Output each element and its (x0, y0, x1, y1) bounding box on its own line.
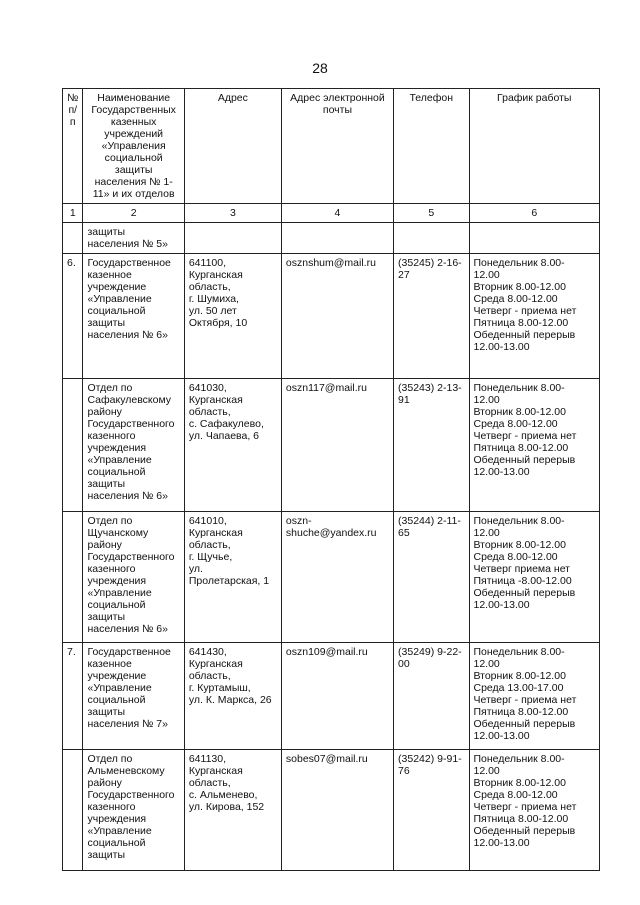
row-email: oszn117@mail.ru (281, 379, 393, 512)
column-index-row (63, 204, 600, 223)
row-schedule (469, 223, 600, 254)
row-schedule: Понедельник 8.00- 12.00 Вторник 8.00-12.00 Среда 8.00-12.00 Четверг приема нет Пятница -8.00-12.00 Обеденный перерыв 12.00-13.00 (469, 512, 600, 643)
column-index-cell: 4 (281, 204, 393, 223)
table-row (63, 379, 600, 512)
table-row (63, 750, 600, 871)
page-number: 28 (312, 60, 328, 76)
row-phone: (35242) 9-91- 76 (394, 750, 469, 871)
row-schedule: Понедельник 8.00- 12.00 Вторник 8.00-12.00 Среда 8.00-12.00 Четверг - приема нет Пятница 8.00-12.00 Обеденный перерыв 12.00-13.00 (469, 254, 600, 379)
row-num (63, 223, 83, 254)
row-phone (394, 223, 469, 254)
row-name: Отдел по Сафакулевскому району Государственного казенного учреждения «Управление социальной защиты населения № 6» (83, 379, 184, 512)
header-name: Наименование Государственных казенных учреждений «Управления социальной защиты населения № 1- 11» и их отделов (83, 89, 184, 204)
column-index-cell: 2 (83, 204, 184, 223)
row-email: sobes07@mail.ru (281, 750, 393, 871)
table-row (63, 254, 600, 379)
row-schedule: Понедельник 8.00- 12.00 Вторник 8.00-12.00 Среда 13.00-17.00 Четверг - приема нет Пятница 8.00-12.00 Обеденный перерыв 12.00-13.00 (469, 643, 600, 750)
row-schedule: Понедельник 8.00- 12.00 Вторник 8.00-12.00 Среда 8.00-12.00 Четверг - приема нет Пятница 8.00-12.00 Обеденный перерыв 12.00-13.00 (469, 750, 600, 871)
row-address: 641100, Курганская область, г. Шумиха, ул. 50 лет Октября, 10 (184, 254, 281, 379)
row-name: Отдел по Альменевскому району Государственного казенного учреждения «Управление социальной защиты (83, 750, 184, 871)
row-address (184, 223, 281, 254)
column-index-cell: 6 (469, 204, 600, 223)
row-address: 641130, Курганская область, с. Альменево, ул. Кирова, 152 (184, 750, 281, 871)
column-index-cell: 3 (184, 204, 281, 223)
row-num (63, 512, 83, 643)
row-phone: (35245) 2-16- 27 (394, 254, 469, 379)
table-row (63, 223, 600, 254)
row-phone: (35249) 9-22- 00 (394, 643, 469, 750)
table-row (63, 643, 600, 750)
column-index-cell: 5 (394, 204, 469, 223)
header-schedule: График работы (469, 89, 600, 204)
row-num (63, 379, 83, 512)
row-email: oszn- shuche@yandex.ru (281, 512, 393, 643)
table-row (63, 512, 600, 643)
row-email: osznshum@mail.ru (281, 254, 393, 379)
row-name: Отдел по Щучанскому району Государственного казенного учреждения «Управление социальной защиты населения № 6» (83, 512, 184, 643)
row-schedule: Понедельник 8.00- 12.00 Вторник 8.00-12.00 Среда 8.00-12.00 Четверг - приема нет Пятница 8.00-12.00 Обеденный перерыв 12.00-13.00 (469, 379, 600, 512)
row-num: 6. (63, 254, 83, 379)
row-phone: (35244) 2-11- 65 (394, 512, 469, 643)
header-num: № п/п (63, 89, 83, 204)
header-email: Адрес электронной почты (281, 89, 393, 204)
row-email: oszn109@mail.ru (281, 643, 393, 750)
row-address: 641430, Курганская область, г. Куртамыш, ул. К. Маркса, 26 (184, 643, 281, 750)
institutions-table (62, 88, 600, 871)
table-header-row (63, 89, 600, 204)
row-num: 7. (63, 643, 83, 750)
row-name: защиты населения № 5» (83, 223, 184, 254)
row-num (63, 750, 83, 871)
row-phone: (35243) 2-13- 91 (394, 379, 469, 512)
row-address: 641030, Курганская область, с. Сафакулево, ул. Чапаева, 6 (184, 379, 281, 512)
column-index-cell: 1 (63, 204, 83, 223)
row-address: 641010, Курганская область, г. Щучье, ул. Пролетарская, 1 (184, 512, 281, 643)
header-address: Адрес (184, 89, 281, 204)
row-email (281, 223, 393, 254)
row-name: Государственное казенное учреждение «Управление социальной защиты населения № 7» (83, 643, 184, 750)
row-name: Государственное казенное учреждение «Управление социальной защиты населения № 6» (83, 254, 184, 379)
header-phone: Телефон (394, 89, 469, 204)
